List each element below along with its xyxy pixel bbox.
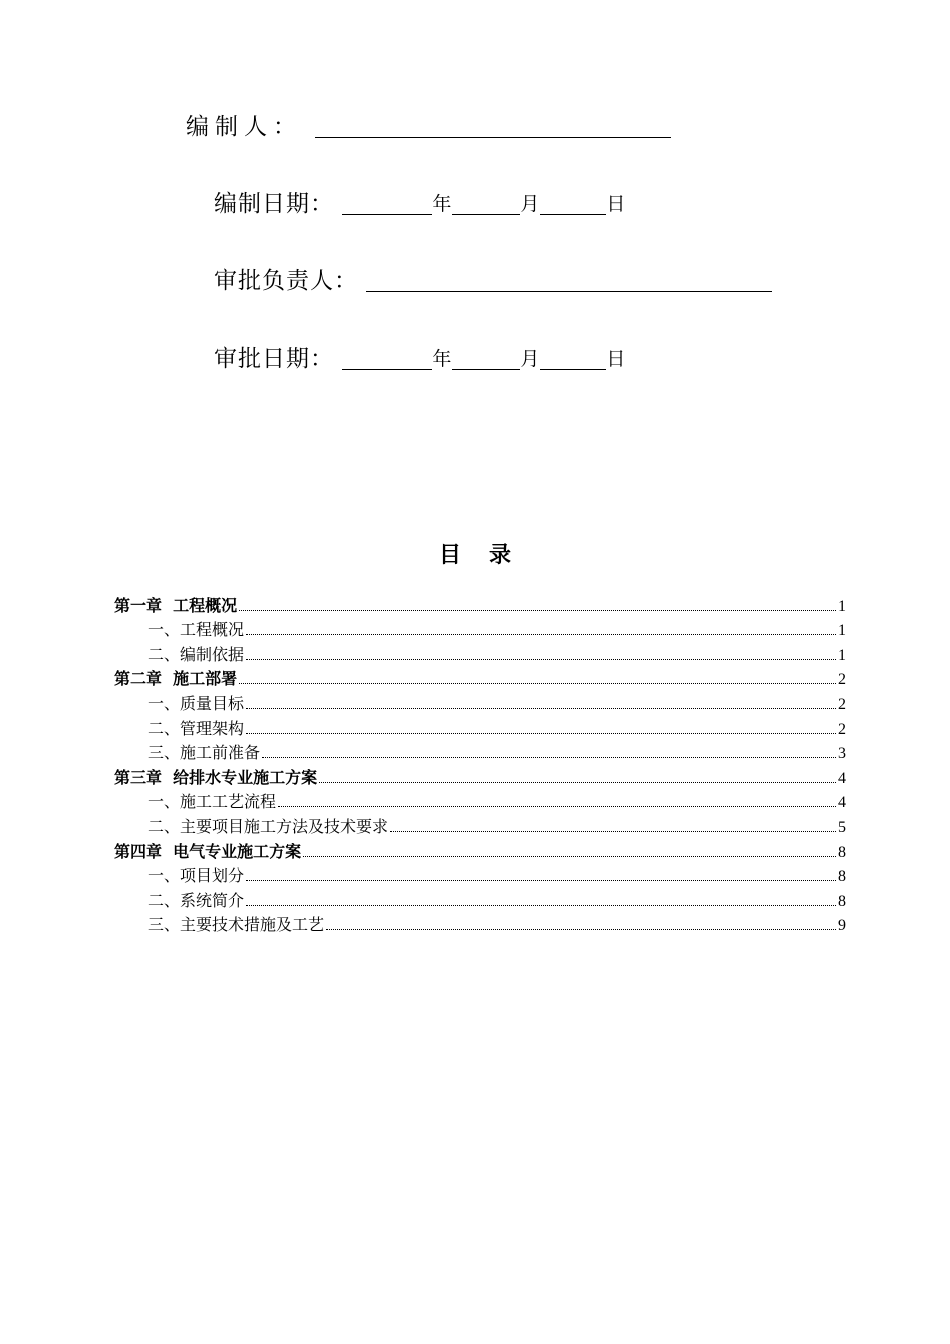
toc-entry-page: 2 <box>838 720 846 738</box>
toc-entry-title: 给排水专业施工方案 <box>173 767 318 787</box>
approver-blank <box>366 269 772 292</box>
toc-entry-number: 二、 <box>148 890 181 910</box>
toc-entry-page: 3 <box>838 745 846 763</box>
approve-day-unit: 日 <box>606 348 627 370</box>
toc-dot-leader <box>239 683 836 684</box>
table-of-contents <box>114 591 846 935</box>
toc-entry-page: 2 <box>838 695 846 713</box>
toc-entry-title: 主要技术措施及工艺 <box>180 915 325 935</box>
compile-date-label: 编制日期： <box>214 191 334 217</box>
toc-dot-leader <box>246 708 836 709</box>
toc-entry-number: 第一章 <box>114 595 174 615</box>
toc-dot-leader <box>326 929 836 930</box>
toc-entry[interactable] <box>114 739 846 764</box>
toc-entry[interactable] <box>114 763 846 788</box>
toc-entry-title: 工程概况 <box>173 595 238 615</box>
toc-entry-title: 电气专业施工方案 <box>173 841 302 861</box>
compile-day-unit: 日 <box>606 193 627 215</box>
toc-title-char-2: 录 <box>489 542 512 568</box>
toc-entry-page: 4 <box>838 769 846 787</box>
toc-entry-number: 二、 <box>148 718 181 738</box>
toc-entry-number: 三、 <box>148 915 181 935</box>
toc-entry[interactable] <box>114 689 846 714</box>
toc-dot-leader <box>239 610 836 611</box>
toc-entry[interactable] <box>114 837 846 862</box>
toc-entry-page: 2 <box>838 671 846 689</box>
toc-entry-title: 主要项目施工方法及技术要求 <box>180 816 389 836</box>
approve-year-blank <box>342 347 432 370</box>
approver-label: 审批负责人： <box>214 268 358 294</box>
compile-date-line <box>214 185 626 218</box>
toc-entry-page: 8 <box>838 843 846 861</box>
toc-entry-number: 二、 <box>148 644 181 664</box>
toc-entry-title: 施工部署 <box>173 669 238 689</box>
toc-entry-title: 施工工艺流程 <box>180 792 277 812</box>
toc-entry-number: 一、 <box>148 620 181 640</box>
toc-entry-number: 一、 <box>148 693 181 713</box>
toc-entry[interactable] <box>114 640 846 665</box>
toc-entry-number: 二、 <box>148 816 181 836</box>
toc-entry[interactable] <box>114 812 846 837</box>
toc-dot-leader <box>246 733 836 734</box>
toc-dot-leader <box>303 856 836 857</box>
toc-entry-page: 5 <box>838 818 846 836</box>
toc-entry-page: 1 <box>838 597 846 615</box>
toc-dot-leader <box>246 905 836 906</box>
compile-month-unit: 月 <box>520 193 541 215</box>
toc-entry-number: 一、 <box>148 866 181 886</box>
toc-entry-title: 系统简介 <box>180 890 245 910</box>
toc-entry-title: 工程概况 <box>180 620 245 640</box>
toc-entry-number: 三、 <box>148 743 181 763</box>
toc-entry-number: 第四章 <box>114 841 174 861</box>
toc-entry-page: 8 <box>838 892 846 910</box>
toc-entry-title: 管理架构 <box>180 718 245 738</box>
toc-entry-page: 1 <box>838 622 846 640</box>
compile-month-blank <box>452 192 520 215</box>
toc-entry-title: 编制依据 <box>180 644 245 664</box>
toc-dot-leader <box>246 659 836 660</box>
toc-dot-leader <box>278 806 836 807</box>
toc-entry[interactable] <box>114 616 846 641</box>
toc-entry-number: 第三章 <box>114 767 174 787</box>
toc-entry[interactable] <box>114 591 846 616</box>
toc-dot-leader <box>246 634 836 635</box>
compile-year-unit: 年 <box>432 193 453 215</box>
toc-entry-title: 施工前准备 <box>180 743 261 763</box>
toc-entry[interactable] <box>114 911 846 936</box>
compile-day-blank <box>540 192 606 215</box>
toc-dot-leader <box>262 757 836 758</box>
approve-date-line <box>214 340 626 373</box>
toc-entry-title: 质量目标 <box>180 693 245 713</box>
compiler-line <box>186 108 671 141</box>
toc-entry-page: 9 <box>838 917 846 935</box>
toc-entry-page: 1 <box>838 646 846 664</box>
toc-entry[interactable] <box>114 886 846 911</box>
toc-title-char-1: 目 <box>438 542 461 568</box>
toc-entry-page: 8 <box>838 868 846 886</box>
toc-entry[interactable] <box>114 714 846 739</box>
toc-entry[interactable] <box>114 862 846 887</box>
approve-month-unit: 月 <box>520 348 541 370</box>
toc-entry-number: 第二章 <box>114 669 174 689</box>
toc-title <box>0 538 950 569</box>
compiler-label: 编制人： <box>186 114 302 140</box>
toc-entry[interactable] <box>114 788 846 813</box>
toc-dot-leader <box>390 831 836 832</box>
compile-year-blank <box>342 192 432 215</box>
approve-day-blank <box>540 347 606 370</box>
toc-entry-title: 项目划分 <box>180 866 245 886</box>
toc-dot-leader <box>246 880 836 881</box>
compiler-blank <box>315 115 671 138</box>
toc-entry-page: 4 <box>838 794 846 812</box>
toc-entry[interactable] <box>114 665 846 690</box>
approver-line <box>214 262 772 295</box>
approve-year-unit: 年 <box>432 348 453 370</box>
toc-dot-leader <box>319 782 836 783</box>
toc-entry-number: 一、 <box>148 792 181 812</box>
approve-month-blank <box>452 347 520 370</box>
approve-date-label: 审批日期： <box>214 346 334 372</box>
